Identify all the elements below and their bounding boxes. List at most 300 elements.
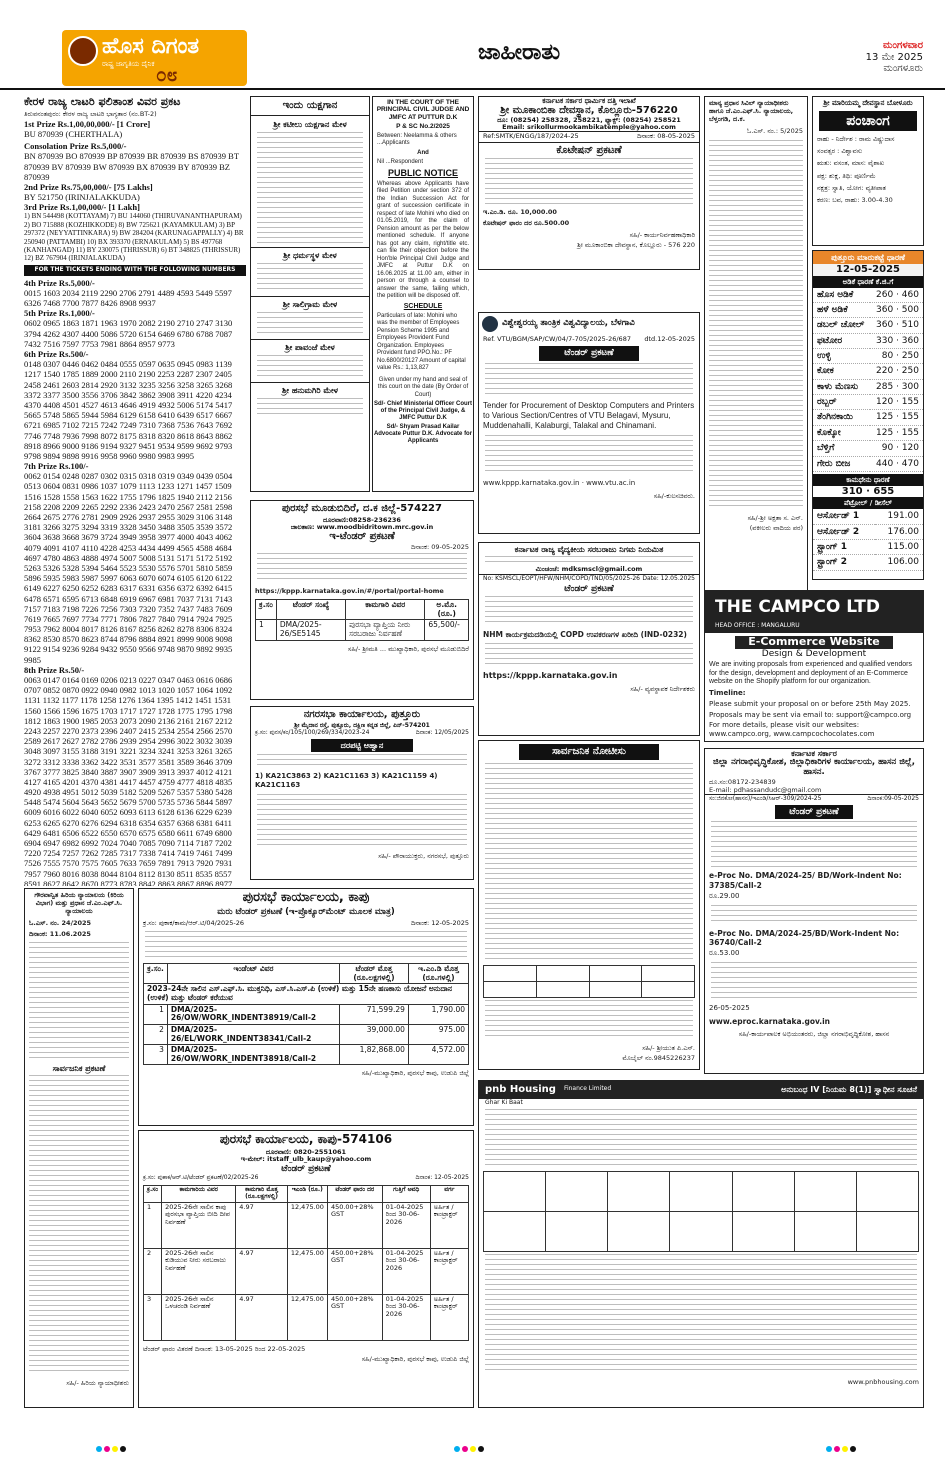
text-filler [485, 643, 693, 667]
market-item: ಫಟೋರ [813, 333, 870, 348]
market-row [813, 379, 923, 394]
kapu1-sign: ಸಹಿ/-ಮುಖ್ಯಾಧಿಕಾರಿ, ಪುರಸಭೆ ಕಾಪು, ಉಡುಪಿ ಜಿಲ್ಲೆ [361, 1069, 469, 1078]
registration-mark [120, 1446, 126, 1452]
market-price: 285 · 300 [870, 379, 923, 394]
moodbidri-col: ಟೆಂಡರ್ ಸಂಖ್ಯೆ [276, 600, 345, 620]
yakshagana-item: ಶ್ರೀ ಕಟೀಲು ಯಕ್ಷಗಾನ ಮೇಳ [273, 119, 347, 129]
puttur-ref: ಕ್ರ.ಸಂ: ಪುನಸ/ಕಂ/105/100/269/334/2023-24 [255, 729, 370, 737]
kollur-emd: ಇ.ಎಂ.ಡಿ. ರೂ. 10,000.00 [483, 208, 557, 217]
yakshagana-item: ಶ್ರೀ ಸಾಲಿಗ್ರಾಮ ಮೇಳ [251, 296, 369, 309]
table-row [144, 1004, 469, 1024]
market-item: ಹಳೆ ಅಡಿಕೆ [813, 303, 870, 318]
second-prize: 2nd Prize Rs.75,00,000/- [75 Lakhs] [24, 181, 153, 192]
table-cell: DMA/2025-26/OW/WORK_INDENT38918/Call-2 [167, 1045, 339, 1065]
text-filler [485, 1000, 693, 1040]
fuel-price: 106.00 [875, 555, 923, 570]
puttur-vehicles: 1) KA21C3863 2) KA21C1163 3) KA21C1159 4) KA21C1163 [255, 772, 438, 790]
moodbidri-etender [250, 500, 474, 700]
coconut-title: ಕಾಮಧೇನು ಧಾರಣೆ [813, 474, 923, 486]
vtu-title: ಟೆಂಡರ್ ಪ್ರಕಟಣೆ [539, 346, 639, 360]
kollur-date: ದಿನಾಂಕ: 08-05-2025 [637, 132, 695, 141]
kapu2-title: ಪುರಸಭೆ ಕಾರ್ಯಾಲಯ, ಕಾಪು-574106 [219, 1132, 393, 1146]
text-filler [711, 962, 917, 1002]
moodbidri-col: ಕಾಮಗಾರಿ ವಿವರ [346, 600, 425, 620]
table-cell: 450.00+28% GST [327, 1294, 382, 1340]
fuel-price: 191.00 [875, 509, 923, 524]
market-item: ಕೋಕ [813, 364, 870, 379]
campco-body: We are inviting proposals from experienced and qualified vendors for the design, development and deployment of an E-Commerce website on the Shopify platform for our organization. [709, 660, 912, 686]
table-row [144, 1045, 469, 1065]
lottery-ad [24, 96, 246, 886]
text-filler [257, 553, 467, 583]
court-respondent: Nil ...Respondent [377, 158, 424, 165]
left-court-notice [24, 888, 134, 1408]
panchanga-title: ಪಂಚಾಂಗ [819, 111, 917, 131]
campco-name: THE CAMPCO LTD [705, 591, 923, 623]
hassan-tender-title: ಟೆಂಡರ್ ಪ್ರಕಟಣೆ [775, 805, 853, 819]
registration-mark [478, 1446, 484, 1452]
hassan-amount2: ರೂ.53.00 [709, 949, 740, 958]
yakshagana-items [251, 120, 369, 419]
kapu2-tender-title: ಟೆಂಡರ್ ಪ್ರಕಟಣೆ [281, 1163, 331, 1174]
table-cell: 01-04-2025 ರಿಂದ 30-06-2026 [382, 1294, 430, 1340]
registration-mark [470, 1446, 476, 1452]
panchanga-row: ಸಂವತ್ಸರ : ವಿಶ್ವಾವಸು [817, 147, 863, 156]
court-heading: IN THE COURT OF THE PRINCIPAL CIVIL JUDGE AND JMFC AT PUTTUR D.K [376, 99, 470, 121]
fourth-numbers: 0015 1603 2034 2119 2290 2706 2791 4489 4593 5449 5597 6326 7468 7700 7877 8426 8908 9937 [24, 287, 232, 309]
kollur-form-fee: ಕೊಟೇಷನ್ ಫಾರಂ ದರ ರೂ.500.00 [483, 218, 570, 227]
campco-office: HEAD OFFICE : MANGALURU [705, 623, 923, 633]
registration-mark [834, 1446, 840, 1452]
ksmscl-ref: No: KSMSCL/EOPT/HFW/NHM/COPD/TND/05/2025-26 [483, 574, 640, 582]
market-price: 220 · 250 [870, 364, 923, 379]
public-notice-sign2: ಮೊಬೈಲ್ ನಂ.9845226237 [622, 1053, 695, 1062]
registration-mark [826, 1446, 832, 1452]
vtu-body: Tender for Procurement of Desktop Computers and Printers to Various Section/Centres of VTU Belagavi, Mysuru, Muddenahalli, Kalaburgi, Talakal and Chinamani. [483, 400, 695, 430]
moodbidri-sign: ಸಹಿ/- ಶ್ರೀಮತಿ ... ಮುಖ್ಯಾಧಿಕಾರಿ, ಪುರಸಭೆ ಮೂಡುಬಿದಿರೆ [347, 644, 469, 653]
table-cell: DMA/2025-26/EL/WORK_INDENT38341/Call-2 [167, 1024, 339, 1044]
fuel-row [813, 540, 923, 555]
market-item: ರಬ್ಬರ್ [813, 395, 870, 410]
moodbidri-phone: ದೂರವಾಣಿ:08258-236236 [323, 515, 401, 524]
first-prize: 1st Prize Rs.1,00,00,000/- [1 Crore] [24, 118, 151, 129]
yakshagana-heading: ಇಂದು ಯಕ್ಷಗಾನ [251, 97, 369, 116]
kollur-ref: Ref:SMTK/ENGG/187/2024-25 [483, 132, 579, 141]
hassan-tender [704, 748, 924, 1074]
market-row [813, 318, 923, 333]
left-court-date: ದಿನಾಂಕ: 11.06.2025 [29, 929, 91, 938]
emblem-icon [68, 36, 98, 66]
puttur-title: ನಗರಸಭಾ ಕಾರ್ಯಾಲಯ, ಪುತ್ತೂರು [303, 709, 421, 720]
day-label: ಮಂಗಳವಾರ [882, 40, 923, 51]
campco-web[interactable]: For more details, please visit our websites: www.campco.org, www.campcochocolates.com [709, 721, 875, 739]
lottery-title: ಕೇರಳ ರಾಜ್ಯ ಲಾಟರಿ ಫಲಿತಾಂಶ ವಿವರ ಪ್ರಕಟ [24, 96, 181, 108]
vtu-logo-icon [482, 316, 498, 332]
text-filler [711, 821, 917, 867]
kapu2-col: ಗುತ್ತಿಗೆ ಅವಧಿ [382, 1185, 430, 1202]
market-row [813, 349, 923, 364]
market-item: ಹೊಸ ಅಡಿಕೆ [813, 288, 870, 303]
kapu-tender [138, 1130, 474, 1408]
table-cell: 975.00 [408, 1024, 468, 1044]
court-case: P & SC No.2/2025 [396, 123, 450, 131]
moodbidri-col: ಅ.ಮೊ. (ರೂ.) [425, 600, 469, 620]
left-court-case: ಓ.ಎಸ್. ನಂ. 24/2025 [29, 919, 92, 928]
vtu-name: ವಿಶ್ವೇಶ್ವರಯ್ಯ ತಾಂತ್ರಿಕ ವಿಶ್ವವಿದ್ಯಾಲಯ, ಬೆಳಗಾವಿ [502, 318, 635, 329]
table-cell: 2025-26ನೇ ಸಾಲಿನ ಕುಡಿಯುವ ನೀರು ಸರಬರಾಜು ನಿರ್ವಹಣೆ [162, 1248, 236, 1294]
table-cell: 4.97 [236, 1248, 288, 1294]
text-filler [29, 1075, 129, 1375]
market-item: ಕೊಕ್ಕೋ [813, 425, 870, 440]
vtu-sign: ಸಹಿ/-ಕುಲಸಚಿವರು. [653, 491, 695, 500]
market-row [813, 364, 923, 379]
registration-mark [96, 1446, 102, 1452]
hassan-indent1: e-Proc No. DMA/2024-25/ BD/Work-Indent No: 37385/Call-2 [709, 871, 902, 890]
kapu2-email: ಇ-ಮೇಲ್: itstaff_ulb_kaup@yahoo.com [240, 1155, 372, 1164]
table-cell: 450.00+28% GST [327, 1248, 382, 1294]
registration-mark [104, 1446, 110, 1452]
hassan-link[interactable]: www.eproc.karnataka.gov.in [709, 1016, 831, 1026]
court-between: Between: Neelamma & others ...Applicants [377, 132, 457, 147]
text-filler [257, 132, 363, 244]
court-signatory: Sd/- Chief Ministerial Officer Court of the Principal Civil Judge, & JMFC Puttur D.K [373, 401, 472, 421]
court-schedule-title: SCHEDULE [403, 302, 443, 310]
kollur-ref-row [479, 131, 699, 142]
table-cell: 1,790.00 [408, 1004, 468, 1024]
seventh-numbers: 0062 0154 0248 0287 0302 0315 0318 0319 0349 0439 0504 0513 0604 0831 0986 1037 1079 1113 1233 1271 1457 1509 1516 1528 1558 1563 1622 1755 1796 1825 1940 2112 2156 2158 2208 2209 2265 2292 2336 2423 2470 2567 2581 2598 2664 2675 2776 2781 2909 2926 2937 2955 3029 3106 3148 3181 3266 3275 3294 3319 3328 3450 3488 3505 3539 3572 3604 3638 3668 3679 3724 3949 3958 3977 4000 4043 4062 4079 4091 4107 4110 4228 4253 4434 4499 4565 4588 4684 4697 4780 4863 4888 4974 5007 5008 5131 5171 5172 5192 5263 5326 5328 5394 5464 5523 5530 5576 5701 5810 5859 5896 5935 5983 5987 5997 6063 6070 6074 6105 6120 6122 6149 6227 6250 6252 6283 6317 6331 6356 6372 6392 6415 6478 6571 6595 6713 6848 6919 6967 6981 7037 7131 7143 7157 7183 7198 7226 7256 7303 7320 7352 7437 7483 7609 7619 7665 7697 7734 7771 7806 7827 7840 7914 7924 7925 7953 7962 8004 8017 8126 8167 8256 8262 8278 8306 8324 8362 8530 8570 8623 8744 8796 8884 8921 8999 9008 9098 9122 9154 9236 9284 9432 9550 9566 9748 9870 9892 9935 9985 [24, 471, 233, 665]
court-schedule: Particulars of late: Mohini who was the member of Employees Pension Scheme 1995 and Employees Provident Fund Organization. Employees Provident fund PPO.No.: PF No.6800/20127 Amount of capital value Rs.: 1,13,827 [377, 312, 466, 372]
table-cell: 2025-26ನೇ ಸಾಲಿನ ಒಳಚರಂಡಿ ನಿರ್ವಹಣೆ [162, 1294, 236, 1340]
registration-mark [850, 1446, 856, 1452]
market-price: 120 · 155 [870, 395, 923, 410]
panchanga-row: ನಕ್ಷತ್ರ: ಸ್ವಾತಿ, ಯೋಗ: ವ್ಯತೀಪಾತ [817, 183, 886, 192]
market-row [813, 410, 923, 425]
yakshagana-item: ಶ್ರೀ ಧರ್ಮಸ್ಥಳ ಮೇಳ [251, 247, 369, 260]
kapu1-col: ಇ.ಎಂ.ಡಿ ಮೊತ್ತ (ರೂ.ಗಳಲ್ಲಿ) [408, 964, 468, 984]
fuel-item: ಆರ್ಸೋಡ್ 2 [813, 524, 875, 539]
market-item: ಕಾಳು ಮೆಣಸು [813, 379, 870, 394]
table-cell: 4.97 [236, 1202, 288, 1248]
first-ticket: BU 870939 (CHERTHALA) [24, 128, 123, 139]
pnb-tagline: Ghar Ki Baat [485, 1098, 523, 1106]
text-filler [257, 754, 467, 768]
kapu-retender [138, 888, 474, 1126]
table-row [144, 1294, 469, 1340]
text-filler [485, 363, 693, 397]
kapu2-col: ಟೆಂಡರ್ ಫಾರಂ ದರ [327, 1185, 382, 1202]
market-price: 360 · 500 [870, 303, 923, 318]
text-filler [257, 398, 363, 418]
table-cell: 01-04-2025 ರಿಂದ 30-06-2026 [382, 1248, 430, 1294]
date-label: 13 ಮೇ 2025 [865, 51, 923, 63]
ksmscl-title: ಟೆಂಡರ್ ಪ್ರಕಟಣೆ [564, 583, 614, 594]
kapu1-table [143, 963, 469, 1065]
ksmscl-sign: ಸಹಿ/- ವ್ಯವಸ್ಥಾಪಕ ನಿರ್ದೇಶಕರು [630, 685, 695, 694]
market-subtitle: ಅಡಿಕೆ ಧಾರಣೆ ಕೆ.ಜಿ.ಗೆ [813, 276, 923, 288]
lottery-note: FOR THE TICKETS ENDING WITH THE FOLLOWING NUMBERS [24, 265, 246, 276]
hassan-gov: ಕರ್ನಾಟಕ ಸರ್ಕಾರ [791, 749, 837, 758]
table-cell: ಅರ್ಹಿತ / ಕಾಂಟ್ರಾಕ್ಟರ್ [430, 1294, 468, 1340]
moodbidri-link[interactable]: https://kppp.karnataka.gov.in/#/portal/portal-home [255, 587, 444, 596]
table-cell: ಅರ್ಹಿತ / ಕಾಂಟ್ರಾಕ್ಟರ್ [430, 1202, 468, 1248]
masthead-rule [0, 88, 945, 90]
market-price: 90 · 120 [870, 441, 923, 456]
kollur-sign2: ಶ್ರೀ ಮೂಕಾಂಬಿಕಾ ದೇವಸ್ಥಾನ, ಕೊಲ್ಲೂರು - 576 220 [577, 240, 695, 249]
date-box [866, 40, 923, 75]
public-notice-sign: ಸಹಿ/- ಶ್ರೀಯುತ ಪಿ.ಎಸ್. [642, 1043, 695, 1052]
market-price: 440 · 470 [870, 456, 923, 471]
coconut-price: 310 · 655 [841, 485, 895, 497]
moodbidri-date: ದಿನಾಂಕ: 09-05-2025 [411, 542, 469, 551]
table-row [144, 1202, 469, 1248]
table-cell: 1 [144, 1004, 168, 1024]
court-body: Whereas above Applicants have filed Petition under section 372 of the Indian Succession Act for grant of succession certificate in respect of late Mohini who died on 01.05.2019, for the claim of Pension amount as per the below mentioned schedule. If anyone has got any claim, right/title etc. can file their objection before the Hon'ble Principal Civil Judge and JMFC at Puttur D.K on 16.06.2025 at 11.00 am, either in person or through a counsel to answer the same, failing which, the petition will be disposed off. [377, 180, 469, 300]
market-row [813, 333, 923, 348]
kapu2-dates: ಟೆಂಡರ್ ಫಾರಂ ವಿತರಣೆ ದಿನಾಂಕ: 13-05-2025 ರಿಂದ 22-05-2025 [143, 1344, 306, 1353]
kapu1-col: ಇಂಡೆಂಟ್ ವಿವರ [167, 964, 339, 984]
table-cell: 3 [144, 1045, 168, 1065]
panchanga-row: ಕರಣ: ಬವ, ರಾಹು: 3.00-4.30 [817, 195, 893, 204]
fuel-row [813, 524, 923, 539]
puttur-address: ಶ್ರೀ ಮೈದಾನ ರಸ್ತೆ, ಪುತ್ತೂರು, ದಕ್ಷಿಣ ಕನ್ನಡ ಜಿಲ್ಲೆ, ಪಿನ್-574201 [294, 721, 430, 729]
moodbidri-title: ಪುರಸಭೆ ಮೂಡುಬಿದಿರೆ, ದ.ಕ ಜಿಲ್ಲೆ-574227 [282, 503, 442, 514]
registration-mark [462, 1446, 468, 1452]
market-price: 80 · 250 [870, 349, 923, 364]
text-filler [257, 355, 363, 379]
paper-logo [62, 30, 247, 86]
court-order: Given under my hand and seal of this court on the date (By Order of Court) [377, 376, 469, 398]
public-notice [478, 740, 700, 1070]
table-cell: 12,475.00 [287, 1248, 327, 1294]
campco-subtitle: Design & Development [761, 648, 867, 659]
pnb-name: pnb Housing [485, 1084, 556, 1095]
moodbidri-table [255, 599, 469, 641]
sixth-numbers: 0148 0307 0446 0462 0484 0555 0597 0635 0945 0983 1139 1217 1540 1785 1889 2000 2110 2190 2253 2287 2307 2405 2458 2461 2603 2814 2920 3132 3235 3256 3258 3265 3268 3372 3377 3500 3556 3706 3842 3862 3908 3911 4220 4234 4370 4408 4501 4527 4613 4646 4919 4932 5006 5174 5417 5665 5748 5865 5944 5984 6129 6158 6410 6439 6517 6667 6721 6985 7102 7215 7242 7249 7310 7368 7536 7643 7692 7746 7748 7936 7998 8072 8175 8318 8320 8618 8643 8862 8918 8966 9000 9186 9194 9327 9451 9534 9599 9692 9793 9798 9894 9898 9916 9958 9960 9980 9983 9995 [24, 359, 233, 461]
fuel-table [813, 509, 923, 570]
vtu-links: www.kppp.karnataka.gov.in · www.vtu.ac.in [483, 478, 636, 487]
text-filler [711, 905, 917, 925]
kollur-quotation [478, 96, 700, 270]
court-advocate: Sd/- Shyam Prasad Kailar Advocate Puttur D.K. Advocate for Applicants [373, 423, 473, 444]
market-row [813, 288, 923, 303]
market-date: 12-05-2025 [813, 264, 923, 276]
vtu-link2: www.vtu.ac.in [586, 478, 636, 487]
table-cell: 1,82,868.00 [339, 1045, 408, 1065]
market-row [813, 425, 923, 440]
paper-name: ಹೊಸ ದಿಗಂತ [102, 34, 200, 59]
vtu-link: www.kppp.karnataka.gov.in [483, 478, 580, 487]
market-row [813, 441, 923, 456]
kapu1-span: 2023-24ನೇ ಸಾಲಿನ ಎಸ್.ಎಫ್.ಸಿ. ಮುಕ್ತನಿಧಿ, ಎಸ್.ಸಿ.ಎಸ್.ಪಿ (ಉಳಿಕೆ) ಮತ್ತು 15ನೇ ಹಣಕಾಸು ಯೋಜನೆ ಅನುದಾನ (ಉಳಿಕೆ) ಮತ್ತು ಟೆಂಡರ್ ಕರೆಯುವ [144, 984, 469, 1004]
vtu-ref-row [479, 335, 699, 344]
eighth-prize: 8th Prize Rs.50/- [24, 664, 85, 675]
kapu2-col: ಕಾಮಗಾರಿ ಮೊತ್ತ (ರೂ.ಲಕ್ಷಗಳಲ್ಲಿ) [236, 1185, 288, 1202]
belthangady-sign: ಸಹಿ/-ಶ್ರೀ ಅಕ್ಷತಾ ಸ. ಎನ್. [747, 513, 803, 522]
market-row [813, 395, 923, 410]
registration-mark [112, 1446, 118, 1452]
text-filler [257, 263, 363, 293]
registration-mark [842, 1446, 848, 1452]
kapu2-date: ದಿನಾಂಕ: 12-05-2025 [415, 1174, 469, 1182]
pnb-web[interactable]: www.pnbhousing.com [847, 1378, 919, 1387]
pnb-sub: Finance Limited [563, 1085, 612, 1093]
hassan-date-end: 26-05-2025 [709, 1004, 750, 1013]
campco-sign [705, 741, 923, 742]
fuel-item: ಆರ್ಸೋಡ್ 1 [813, 509, 875, 524]
masthead [0, 0, 945, 90]
left-court-notice-title: ಸಾರ್ವಜನಿಕ ಪ್ರಕಟಣೆ [52, 1063, 106, 1073]
moodbidri-web: ಜಾಲತಾಣ: www.moodbidritown.mrc.gov.in [290, 522, 434, 531]
hassan-date: ದಿನಾಂಕ:09-05-2025 [867, 794, 919, 802]
campco-email[interactable]: Proposals may be sent via email to: support@campco.org [709, 710, 912, 719]
kollur-dept: ಕರ್ನಾಟಕ ಸರ್ಕಾರ ಧಾರ್ಮಿಕ ದತ್ತಿ ಇಲಾಖೆ [542, 97, 636, 105]
kapu2-ref-row [139, 1174, 473, 1183]
text-filler [485, 1109, 917, 1169]
ksmscl-name: ಕರ್ನಾಟಕ ರಾಜ್ಯ ವೈದ್ಯಕೀಯ ಸರಬರಾಜು ನಿಗಮ ನಿಯಮಿತ [514, 545, 664, 554]
table-cell: 39,000.00 [339, 1024, 408, 1044]
fuel-price: 176.00 [875, 524, 923, 539]
pnb-housing-notice [478, 1080, 924, 1408]
table-cell: 2 [144, 1024, 168, 1044]
seventh-prize: 7th Prize Rs.100/- [24, 461, 89, 472]
table-row [256, 620, 469, 640]
puttur-date: ದಿನಾಂಕ: 12/05/2025 [415, 729, 469, 737]
market-price: 260 · 460 [870, 288, 923, 303]
panchanga-row: ರಾಹು - ನಿರ್ದೇಶ : ರಾಮ ವಿಷ್ಣುದಾಸ [817, 135, 895, 144]
market-item: ಗೇರು ಬೀಜ [813, 456, 870, 471]
puttur-quotation [250, 706, 474, 880]
table-cell: 65,500/- [425, 620, 469, 640]
market-price: 125 · 155 [870, 425, 923, 440]
fourth-prize: 4th Prize Rs.5,000/- [24, 277, 95, 288]
text-filler [485, 1254, 917, 1374]
hassan-phone: ದೂ.ಸಂ:08172-234839 [709, 777, 776, 786]
table-cell: 2 [144, 1248, 162, 1294]
market-item: ಬೆಳ್ತಿಗೆ [813, 441, 870, 456]
vtu-date: dtd.12-05-2025 [644, 335, 695, 343]
moodbidri-col: ಕ್ರ.ಸಂ [256, 600, 277, 620]
table-cell: ಪುರಸಭಾ ವ್ಯಾಪ್ತಿಯ ನೀರು ಸರಬರಾಜು ನಿರ್ವಹಣೆ [346, 620, 425, 640]
text-filler [485, 435, 693, 475]
section-title: ಜಾಹೀರಾತು [478, 40, 561, 65]
market-title: ಪುತ್ತೂರು ಮಾರುಕಟ್ಟೆ ಧಾರಣೆ [813, 251, 923, 264]
left-court-sign: ಸಹಿ/- ಹಿರಿಯ ನ್ಯಾಯಾಧೀಶರು [66, 1378, 129, 1387]
kapu1-col: ಟೆಂಡರ್ ಮೊತ್ತ (ರೂ.ಲಕ್ಷಗಳಲ್ಲಿ) [339, 964, 408, 984]
moodbidri-tender-title: ಇ-ಟೆಂಡರ್ ಪ್ರಕಟಣೆ [329, 531, 395, 543]
yakshagana-item: ಶ್ರೀ ಪಾವಂಜೆ ಮೇಳ [251, 339, 369, 352]
hassan-indent2: e-Proc No. DMA/2024-25/BD/Work-Indent No: 36740/Call-2 [709, 928, 900, 948]
pnb-table [483, 1171, 919, 1252]
kollur-temple: ಶ್ರೀ ಮೂಕಾಂಬಿಕಾ ದೇವಸ್ಥಾನ, ಕೊಲ್ಲೂರು-576220 [500, 105, 678, 117]
text-filler [485, 158, 693, 206]
kapu2-col: ಕಾಮಗಾರಿಯ ವಿವರ [162, 1185, 236, 1202]
table-cell: 12,475.00 [287, 1294, 327, 1340]
fifth-numbers: 0602 0965 1863 1871 1963 1970 2082 2190 2710 2747 3130 3794 4262 4307 4400 5086 5720 6154 6469 6780 6788 7087 7432 7516 7597 7753 7981 8864 8957 9773 [24, 318, 233, 349]
fuel-item: ಸ್ಟ್ರಾಂಗ್ 1 [813, 540, 875, 555]
belthangady-sign2: (ವಕೀಲರು ವಾದಿಯ ಪರ) [749, 523, 803, 532]
fuel-row [813, 555, 923, 570]
public-notice-title: ಸಾರ್ವಜನಿಕ ನೋಟೀಸು [519, 744, 659, 760]
ksmscl-date: Date: 12.05.2025 [642, 574, 695, 582]
kapu2-table [143, 1185, 469, 1341]
court-notice-title: PUBLIC NOTICE [387, 168, 458, 179]
hassan-ref: ಸಂ:ಜಿನಕೋ(ಹಾಸನ)/ಇಎಂಡಿ/ಸಿಆರ್-309/2024-25 [709, 794, 822, 802]
table-row [144, 1024, 469, 1044]
market-price: 330 · 360 [870, 333, 923, 348]
kapu1-col: ಕ್ರ.ಸಂ. [144, 964, 168, 984]
table-cell: 71,599.29 [339, 1004, 408, 1024]
market-item: ತೆಂಗಿನಕಾಯಿ [813, 410, 870, 425]
page-number: ೦೮ [156, 64, 178, 86]
campco-timeline: Please submit your proposal on or before 25th May 2025. [709, 699, 911, 708]
text-filler [485, 556, 693, 566]
panchanga-temple: ಶ್ರೀ ಮಾರಿಯಮ್ಮ ದೇವಸ್ಥಾನ ಬೋಳೂರು [823, 99, 913, 107]
puttur-ref-row [251, 729, 473, 738]
city-label: ಮಂಗಳೂರು [883, 63, 923, 74]
market-rates [812, 250, 924, 580]
panchanga-row: ಋತು: ವಸಂತ, ಮಾಸ: ವೈಶಾಖ [817, 159, 885, 168]
table-row [144, 1248, 469, 1294]
hassan-title: ಜಿಲ್ಲಾ ನಗರಾಭಿವೃದ್ಧಿಕೋಶ, ಜಿಲ್ಲಾಧಿಕಾರಿಗಳ ಕಾರ್ಯಾಲಯ, ಹಾಸನ ಜಿಲ್ಲೆ, ಹಾಸನ. [712, 757, 916, 777]
fuel-item: ಸ್ಟ್ರಾಂಗ್ 2 [813, 555, 875, 570]
kapu2-ref: ಕ್ರ.ಸಂ: ಪುಕಾಕ/ಆರ್.ಟಿ/ಟೆಂಡರ್ ಪ್ರಕಟಣೆ/02/2025-26 [143, 1174, 259, 1182]
table-cell: 4.97 [236, 1294, 288, 1340]
campco-title: E-Commerce Website [735, 636, 893, 649]
table-cell: DMA/2025-26/SE5145 [276, 620, 345, 640]
kapu2-contact: ದೂರವಾಣಿ: 0820-2551061 [265, 1147, 347, 1156]
table-cell: ಅರ್ಹಿತ / ಕಾಂಟ್ರಾಕ್ಟರ್ [430, 1248, 468, 1294]
campco-timeline-label: Timeline: [709, 689, 746, 698]
market-row [813, 456, 923, 471]
market-item: ಉಳ್ಳಿ [813, 349, 870, 364]
ksmscl-ref-row [479, 574, 699, 584]
campco-ad [704, 590, 924, 742]
third-tickets: 1) BN 544498 (KOTTAYAM) 7) BU 144060 (THIRUVANANTHAPURAM) 2) BO 715888 (KOZHIKKODE) 8) BW 725621 (KAYAMKULAM) 3) BP 297372 (NEYYATTINKARA) 9) BW 284204 (KARUNAGAPPALLY) 4) BR 250940 (PATTAMBI) 10) BX 393370 (ERNAKULAM) 5) BS 497768 (KANHANGAD) 11) BY 230075 (THRISSUR) 6) BT 348825 (THRISSUR) 12) BZ 767904 (IRINJALAKUDA) [24, 212, 244, 263]
kapu1-ref-row [139, 918, 473, 929]
panchanga-row: ಪಕ್ಷ: ಶುಕ್ಲ, ತಿಥಿ: ಪೂರ್ಣಿಮೆ [817, 171, 876, 180]
market-price: 360 · 510 [870, 318, 923, 333]
vtu-header [479, 313, 699, 335]
yakshagana-item: ಶ್ರೀ ಹನುಮಗಿರಿ ಮೇಳ [251, 382, 369, 395]
table-cell: 2025-26ನೇ ಸಾಲಿನ ಕಾಪು ಪುರಸಭಾ ವ್ಯಾಪ್ತಿಯ ಬೀದಿ ದೀಪ ನಿರ್ವಹಣೆ [162, 1202, 236, 1248]
belthangady-court-notice [704, 96, 808, 596]
fuel-price: 115.00 [875, 540, 923, 555]
text-filler [257, 794, 467, 848]
text-filler [709, 140, 803, 510]
hassan-email: E-mail: pdhassandudc@gmail.com [709, 785, 822, 794]
text-filler [29, 942, 129, 1062]
table-cell: 12,475.00 [287, 1202, 327, 1248]
eighth-numbers: 0063 0147 0164 0169 0206 0213 0227 0347 0463 0616 0686 0707 0852 0870 0922 0940 0982 1013 1020 1057 1064 1092 1131 1132 1177 1178 1258 1276 1364 1395 1412 1451 1531 1560 1566 1596 1675 1703 1717 1727 1728 1775 1795 1798 1812 1863 1900 1985 2053 2073 2090 2136 2161 2167 2212 2243 2257 2270 2373 2396 2407 2415 2534 2554 2566 2570 2589 2617 2627 2782 2786 2939 2954 2996 3022 3032 3039 3048 3097 3155 3188 3191 3221 3234 3241 3253 3261 3265 3272 3312 3338 3362 3422 3531 3577 3581 3589 3646 3709 3767 3777 3825 3840 3887 3907 3909 3913 3937 4012 4121 4127 4165 4201 4370 4381 4417 4457 4759 4777 4818 4835 4920 4938 4951 5012 5039 5182 5209 5267 5357 5380 5428 5448 5474 5604 5643 5652 5679 5700 5735 5736 5844 5897 6009 6016 6022 6040 6052 6093 6113 6128 6136 6229 6239 6253 6265 6270 6276 6294 6318 6354 6357 6368 6381 6411 6429 6481 6506 6522 6550 6570 6575 6580 6611 6749 6800 6904 6947 6982 6992 7024 7040 7085 7090 7114 7187 7202 7220 7254 7257 7262 7285 7317 7338 7414 7419 7461 7499 7526 7555 7570 7575 7605 7633 7659 7891 7913 7920 7931 7957 7960 8016 8038 8044 8104 8112 8130 8511 8535 8557 8591 8627 8642 8670 8773 8783 8842 8863 8867 8896 8977 [24, 675, 233, 886]
court-and: And [417, 149, 429, 156]
fifth-prize: 5th Prize Rs.1,000/- [24, 308, 95, 319]
table-cell: 450.00+28% GST [327, 1202, 382, 1248]
kapu2-sign: ಸಹಿ/-ಮುಖ್ಯಾಧಿಕಾರಿ, ಪುರಸಭೆ ಕಾಪು, ಉಡುಪಿ ಜಿಲ್ಲೆ [361, 1354, 469, 1363]
text-filler [145, 931, 467, 961]
paper-tagline: ರಾಷ್ಟ್ರ ಜಾಗೃತಿಯ ದೈನಿಕ [102, 60, 155, 68]
kapu2-col: ಕ್ರ.ಸಂ [144, 1185, 162, 1202]
hassan-ref-row [705, 794, 923, 804]
kapu2-col: ವರ್ಗ [430, 1185, 468, 1202]
third-prize: 3rd Prize Rs.1,00,000/- [1 Lakh] [24, 202, 140, 213]
vtu-ref: Ref. VTU/BGM/SAP/CW/04/7-705/2025-26/687 [483, 335, 631, 343]
ksmscl-link[interactable]: https://kppp.karnataka.gov.in [483, 671, 618, 681]
puttur-title2: ದರಪಟ್ಟಿ ಆಹ್ವಾನ [311, 739, 413, 752]
ksmscl-item: NHM ಕಾರ್ಯಕ್ರಮದಡಿಯಲ್ಲಿ COPD ಉಪಕರಣಗಳ ಖರೀದಿ (IND-0232) [483, 629, 687, 639]
panchanga-box [812, 96, 924, 246]
text-filler [485, 596, 693, 626]
table-cell: 1 [256, 620, 277, 640]
